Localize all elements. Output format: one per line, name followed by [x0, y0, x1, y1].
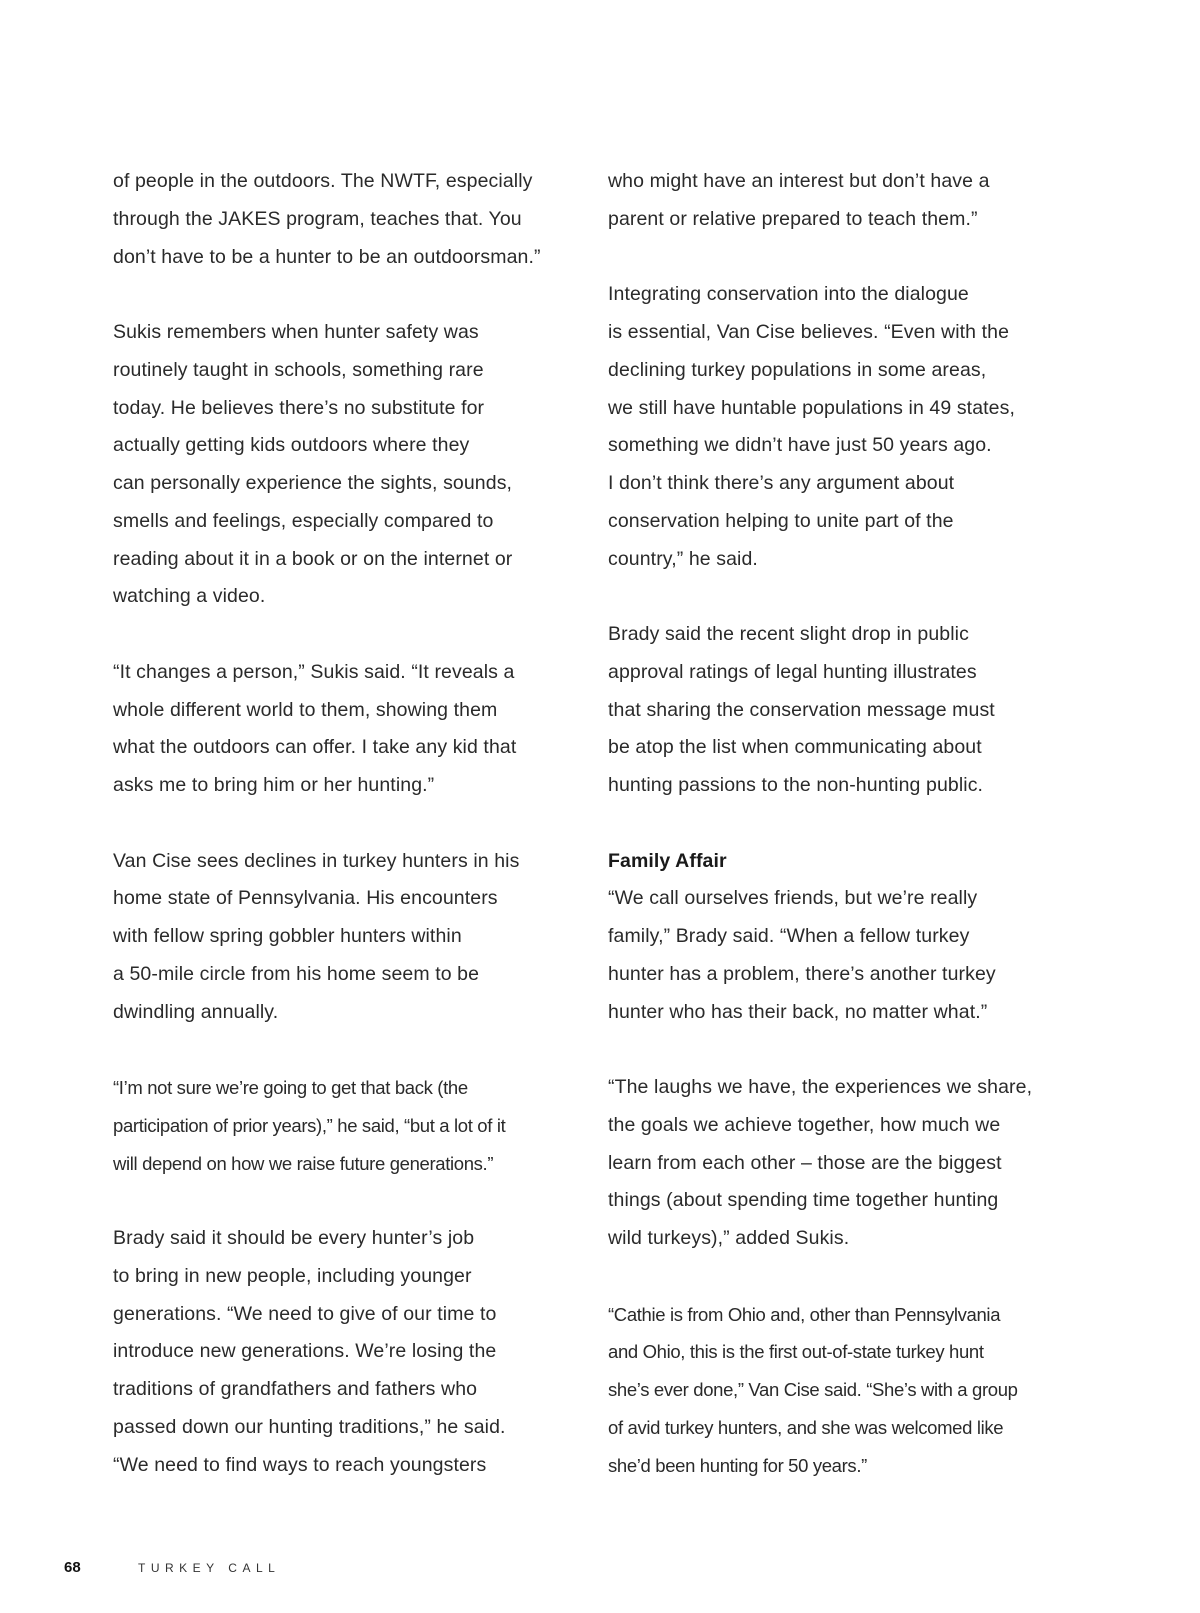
text-line: parent or relative prepared to teach them.” — [608, 207, 978, 230]
text-line: passed down our hunting traditions,” he said. — [113, 1415, 506, 1438]
text-line: through the JAKES program, teaches that. You — [113, 207, 522, 230]
text-line: declining turkey populations in some areas, — [608, 358, 987, 381]
text-line: a 50-mile circle from his home seem to be — [113, 962, 480, 985]
text-line: smells and feelings, especially compared to — [113, 509, 494, 532]
text-line: something we didn’t have just 50 years ago. — [608, 434, 992, 457]
text-line: will depend on how we raise future generations.” — [113, 1152, 494, 1174]
text-line: Brady said it should be every hunter’s job — [113, 1227, 475, 1249]
text-line: is essential, Van Cise believes. “Even with the — [608, 321, 1010, 343]
text-line: we still have huntable populations in 49 states, — [608, 396, 1015, 419]
text-line: hunter who has their back, no matter what.” — [608, 1000, 988, 1023]
text-line: she’d been hunting for 50 years.” — [608, 1454, 867, 1476]
text-line: things (about spending time together hunting — [608, 1189, 999, 1212]
paragraph-spacer — [608, 1031, 1078, 1069]
text-line: don’t have to be a hunter to be an outdoorsman.” — [113, 245, 541, 268]
text-line: country,” he said. — [608, 547, 758, 570]
paragraph-spacer — [113, 1031, 583, 1069]
text-line: “We call ourselves friends, but we’re really — [608, 887, 978, 910]
text-line: learn from each other – those are the biggest — [608, 1151, 1002, 1174]
paragraph-spacer — [608, 1258, 1078, 1296]
page-number: 68 — [64, 1559, 81, 1576]
text-line: with fellow spring gobbler hunters within — [113, 925, 462, 947]
text-line: asks me to bring him or her hunting.” — [113, 774, 435, 796]
text-line: Sukis remembers when hunter safety was — [113, 321, 479, 343]
text-line: that sharing the conservation message must — [608, 698, 995, 721]
text-line: of avid turkey hunters, and she was welcomed like — [608, 1416, 1004, 1438]
paragraph-spacer — [608, 578, 1078, 616]
text-line: and Ohio, this is the first out-of-state turkey hunt — [608, 1341, 984, 1363]
text-line: “We need to find ways to reach youngsters — [113, 1453, 487, 1476]
text-line: “I’m not sure we’re going to get that back (the — [113, 1077, 468, 1098]
text-line: actually getting kids outdoors where they — [113, 434, 470, 457]
text-line: home state of Pennsylvania. His encounters — [113, 887, 498, 910]
text-line: be atop the list when communicating about — [608, 736, 982, 759]
text-line: introduce new generations. We’re losing the — [113, 1340, 497, 1363]
text-line: participation of prior years),” he said, “but a lot of it — [113, 1114, 506, 1136]
text-line: watching a video. — [113, 585, 266, 608]
text-line: “Cathie is from Ohio and, other than Pennsylvania — [608, 1303, 1001, 1325]
text-line: approval ratings of legal hunting illustrates — [608, 660, 977, 683]
text-line: the goals we achieve together, how much we — [608, 1113, 1001, 1136]
text-line: routinely taught in schools, something rare — [113, 358, 484, 381]
publication-name: TURKEY CALL — [138, 1561, 281, 1575]
text-line: who might have an interest but don’t have a — [608, 170, 990, 192]
text-line: wild turkeys),” added Sukis. — [608, 1227, 850, 1249]
text-line: can personally experience the sights, sounds, — [113, 472, 513, 494]
paragraph-spacer — [113, 276, 583, 314]
paragraph-spacer — [113, 1182, 583, 1220]
text-line: traditions of grandfathers and fathers who — [113, 1378, 478, 1400]
text-line: family,” Brady said. “When a fellow turkey — [608, 925, 970, 947]
text-line: I don’t think there’s any argument about — [608, 472, 955, 494]
text-line: whole different world to them, showing them — [113, 698, 498, 721]
paragraph-spacer — [113, 805, 583, 843]
text-line: hunting passions to the non-hunting public. — [608, 774, 984, 796]
text-line: to bring in new people, including younger — [113, 1264, 472, 1287]
text-line: Van Cise sees declines in turkey hunters in his — [113, 849, 520, 872]
article-column-left — [113, 163, 583, 1484]
text-line: “The laughs we have, the experiences we share, — [608, 1076, 1033, 1098]
text-line: Integrating conservation into the dialogue — [608, 283, 969, 306]
text-line: Brady said the recent slight drop in public — [608, 623, 969, 645]
text-line: hunter has a problem, there’s another turkey — [608, 962, 996, 985]
article-column-right — [608, 163, 1078, 1484]
text-line: conservation helping to unite part of the — [608, 509, 954, 532]
paragraph-spacer — [608, 239, 1078, 277]
text-line: generations. “We need to give of our time to — [113, 1302, 497, 1325]
paragraph-spacer — [608, 805, 1078, 843]
text-line: of people in the outdoors. The NWTF, especially — [113, 170, 533, 192]
paragraph-spacer — [113, 616, 583, 654]
text-line: what the outdoors can offer. I take any kid that — [113, 736, 517, 759]
text-line: dwindling annually. — [113, 1000, 279, 1023]
text-line: she’s ever done,” Van Cise said. “She’s with a group — [608, 1379, 1018, 1400]
text-line: “It changes a person,” Sukis said. “It reveals a — [113, 660, 515, 683]
text-line: reading about it in a book or on the internet or — [113, 547, 513, 570]
text-line: today. He believes there’s no substitute for — [113, 396, 485, 419]
section-heading: Family Affair — [608, 849, 727, 872]
